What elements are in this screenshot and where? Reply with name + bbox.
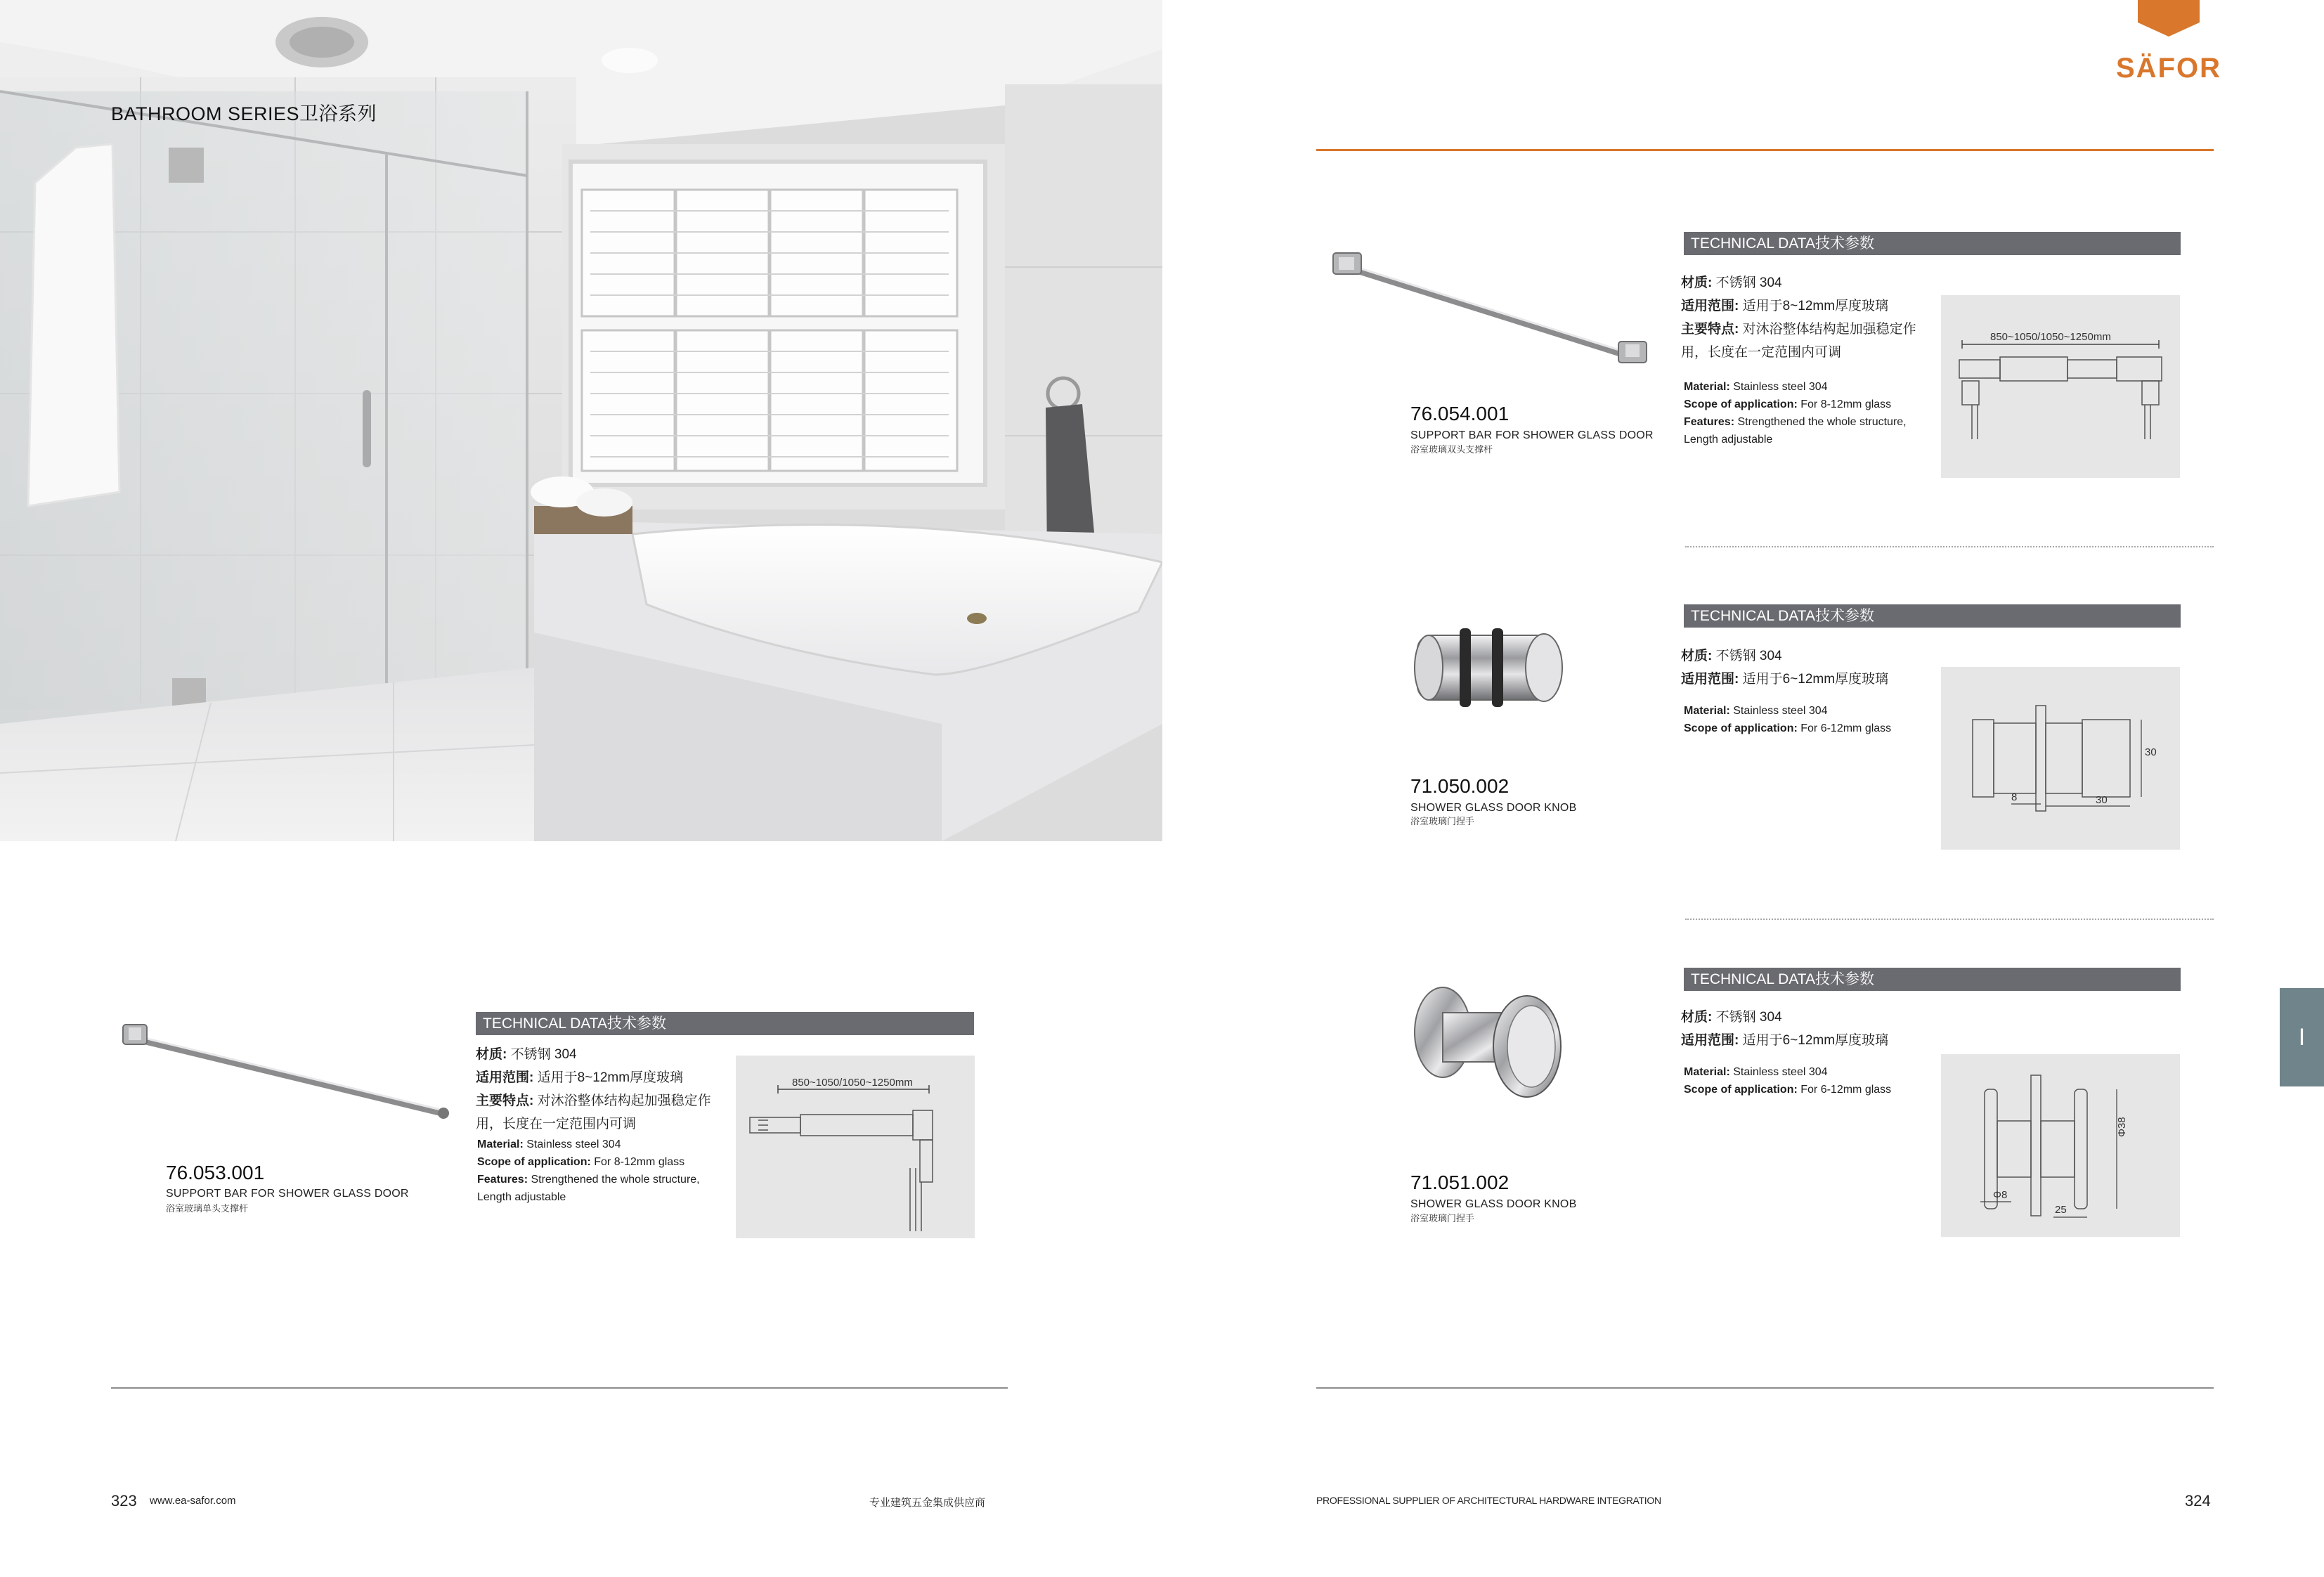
spec-label: Material: <box>1684 381 1730 393</box>
spec-value: Stainless steel 304 <box>1729 1066 1828 1078</box>
dimension-length: 30 <box>2096 794 2108 806</box>
technical-drawing <box>736 1056 975 1238</box>
spec-en-row <box>1684 413 1958 431</box>
spec-label: Material: <box>1684 1066 1730 1078</box>
product-name-cn: 浴室玻璃门捏手 <box>1410 1213 1475 1224</box>
spec-value: 适用于6~12mm厚度玻璃 <box>1739 672 1889 687</box>
right-footer-rule <box>1316 1387 2214 1389</box>
spec-en-row <box>1684 378 1958 396</box>
spec-value: Stainless steel 304 <box>1729 705 1828 717</box>
dimension-pin: Φ8 <box>1993 1189 2008 1201</box>
header-orange-rule <box>1316 149 2214 151</box>
spec-label: Material: <box>1684 705 1730 717</box>
spec-label: 材质: <box>1681 1010 1713 1025</box>
product-code: 71.051.002 <box>1410 1172 1510 1193</box>
product-name-en: SUPPORT BAR FOR SHOWER GLASS DOOR <box>1410 429 1654 441</box>
spec-label: 适用范围: <box>1681 672 1739 687</box>
cylinder-knob-drawing <box>1941 667 2180 850</box>
spec-en-row <box>1684 396 1958 413</box>
technical-drawing <box>1941 667 2180 850</box>
product-name-cn: 浴室玻璃门捏手 <box>1410 816 1475 826</box>
product-name-en: SHOWER GLASS DOOR KNOB <box>1410 802 1577 814</box>
spec-en-row <box>477 1171 730 1188</box>
spec-en-block <box>1684 378 1958 448</box>
spec-value: 适用于8~12mm厚度玻璃 <box>533 1070 684 1085</box>
spec-cn-row <box>476 1089 729 1112</box>
spec-label: 主要特点: <box>1681 322 1739 337</box>
round-knob-image <box>1403 976 1572 1110</box>
footer-slogan-cn: 专业建筑五金集成供应商 <box>869 1497 986 1509</box>
product-71-051-002 <box>1316 968 2181 1235</box>
spec-cn-row <box>1681 668 1948 691</box>
spec-value: 不锈钢 304 <box>1712 1010 1782 1025</box>
round-knob-drawing <box>1941 1054 2180 1237</box>
chapter-side-tab[interactable]: I <box>2280 988 2324 1086</box>
spec-label: 材质: <box>476 1047 507 1062</box>
spec-cn-block <box>476 1043 729 1136</box>
spec-value: For 6-12mm glass <box>1797 722 1892 734</box>
spec-label: 适用范围: <box>476 1070 534 1085</box>
spec-value: Strengthened the whole structure, <box>1734 416 1907 428</box>
spec-value: 对沐浴整体结构起加强稳定作 <box>1739 322 1916 337</box>
dimension-length: 25 <box>2055 1204 2067 1216</box>
spec-label: Scope of application: <box>1684 1084 1798 1096</box>
spec-cn-row <box>1681 271 1948 294</box>
product-code: 71.050.002 <box>1410 775 1510 797</box>
spec-cn-row <box>476 1043 729 1066</box>
technical-drawing <box>1941 295 2180 478</box>
dimension-label: 850~1050/1050~1250mm <box>792 1077 913 1089</box>
dimension-height: 30 <box>2145 746 2157 758</box>
spec-en-continuation: Length adjustable <box>1684 434 1773 446</box>
spec-cn-continuation: 用，长度在一定范围内可调 <box>476 1117 637 1131</box>
technical-data-header: TECHNICAL DATA技术参数 <box>1684 604 2181 628</box>
spec-en-block <box>1684 1063 1958 1098</box>
spec-en-continuation: Length adjustable <box>477 1191 566 1203</box>
section-divider-dotted <box>1685 919 2214 920</box>
cylinder-knob-image <box>1403 618 1572 717</box>
spec-cn-block <box>1681 644 1948 691</box>
technical-drawing <box>1941 1054 2180 1237</box>
spec-label: 适用范围: <box>1681 1033 1739 1048</box>
spec-en-row <box>1684 720 1958 737</box>
logo-badge-icon <box>2138 0 2200 37</box>
product-name-cn: 浴室玻璃双头支撑杆 <box>1410 444 1493 455</box>
double-bar-drawing <box>1941 295 2180 478</box>
spec-en-row <box>1684 1063 1958 1081</box>
spec-cn-row <box>1681 294 1948 318</box>
product-code: 76.053.001 <box>166 1162 265 1183</box>
spec-value: Stainless steel 304 <box>523 1138 621 1150</box>
spec-cn-block <box>1681 271 1948 364</box>
spec-en-row <box>477 1136 730 1153</box>
product-code: 76.054.001 <box>1410 403 1510 424</box>
spec-value: 不锈钢 304 <box>1712 649 1782 663</box>
technical-data-header: TECHNICAL DATA技术参数 <box>1684 968 2181 991</box>
dimension-label: 850~1050/1050~1250mm <box>1990 331 2111 343</box>
product-name-cn: 浴室玻璃单头支撑杆 <box>166 1203 249 1214</box>
brand-logo: SÄFOR <box>2116 53 2221 84</box>
technical-data-header: TECHNICAL DATA技术参数 <box>1684 232 2181 255</box>
spec-value: For 8-12mm glass <box>1797 398 1892 410</box>
spec-en-row <box>477 1153 730 1171</box>
spec-cn-row <box>476 1066 729 1089</box>
product-71-050-002 <box>1316 604 2181 850</box>
spec-label: 适用范围: <box>1681 299 1739 313</box>
section-divider-dotted <box>1685 546 2214 547</box>
spec-label: Features: <box>477 1174 528 1186</box>
spec-cn-row <box>1681 644 1948 668</box>
spec-label: Scope of application: <box>477 1156 591 1168</box>
section-title: BATHROOM SERIES卫浴系列 <box>111 103 377 124</box>
page-number-right: 324 <box>2185 1492 2211 1510</box>
bathroom-photo <box>0 0 1162 841</box>
dimension-diameter: Φ38 <box>2116 1117 2128 1137</box>
page-number-left: 323 <box>111 1492 137 1510</box>
spec-value: 不锈钢 304 <box>507 1047 577 1062</box>
spec-label: Features: <box>1684 416 1735 428</box>
single-support-bar-image <box>116 1012 453 1138</box>
spec-label: Material: <box>477 1138 524 1150</box>
website-url[interactable]: www.ea-safor.com <box>150 1495 236 1507</box>
spec-en-block <box>477 1136 730 1206</box>
spec-label: 主要特点: <box>476 1093 534 1108</box>
spec-label: Scope of application: <box>1684 722 1798 734</box>
product-name-en: SHOWER GLASS DOOR KNOB <box>1410 1198 1577 1210</box>
spec-label: 材质: <box>1681 649 1713 663</box>
spec-value: For 6-12mm glass <box>1797 1084 1892 1096</box>
spec-value: 不锈钢 304 <box>1712 275 1782 290</box>
footer-slogan-en: PROFESSIONAL SUPPLIER OF ARCHITECTURAL HARDWARE INTEGRATION <box>1316 1495 1661 1506</box>
spec-cn-row <box>1681 318 1948 341</box>
double-support-bar-image <box>1323 239 1654 379</box>
spec-label: Scope of application: <box>1684 398 1798 410</box>
single-bar-drawing <box>736 1056 975 1238</box>
product-76-053-001 <box>112 1012 977 1244</box>
spec-value: 适用于8~12mm厚度玻璃 <box>1739 299 1889 313</box>
technical-data-header: TECHNICAL DATA技术参数 <box>476 1012 974 1035</box>
spec-en-block <box>1684 702 1958 737</box>
dimension-gap: 8 <box>2011 791 2018 803</box>
spec-cn-row <box>1681 1006 1948 1029</box>
spec-value: Strengthened the whole structure, <box>528 1174 700 1186</box>
product-name-en: SUPPORT BAR FOR SHOWER GLASS DOOR <box>166 1188 409 1200</box>
spec-value: Stainless steel 304 <box>1729 381 1828 393</box>
spec-cn-row <box>1681 1029 1948 1052</box>
spec-cn-continuation: 用，长度在一定范围内可调 <box>1681 345 1842 360</box>
bathroom-scene-illustration <box>0 0 1162 841</box>
spec-label: 材质: <box>1681 275 1713 290</box>
spec-en-row <box>1684 702 1958 720</box>
left-footer-rule <box>111 1387 1008 1389</box>
spec-value: 适用于6~12mm厚度玻璃 <box>1739 1033 1889 1048</box>
spec-cn-block <box>1681 1006 1948 1052</box>
spec-value: 对沐浴整体结构起加强稳定作 <box>533 1093 711 1108</box>
product-76-054-001 <box>1316 232 2181 485</box>
spec-value: For 8-12mm glass <box>590 1156 685 1168</box>
spec-en-row <box>1684 1081 1958 1098</box>
